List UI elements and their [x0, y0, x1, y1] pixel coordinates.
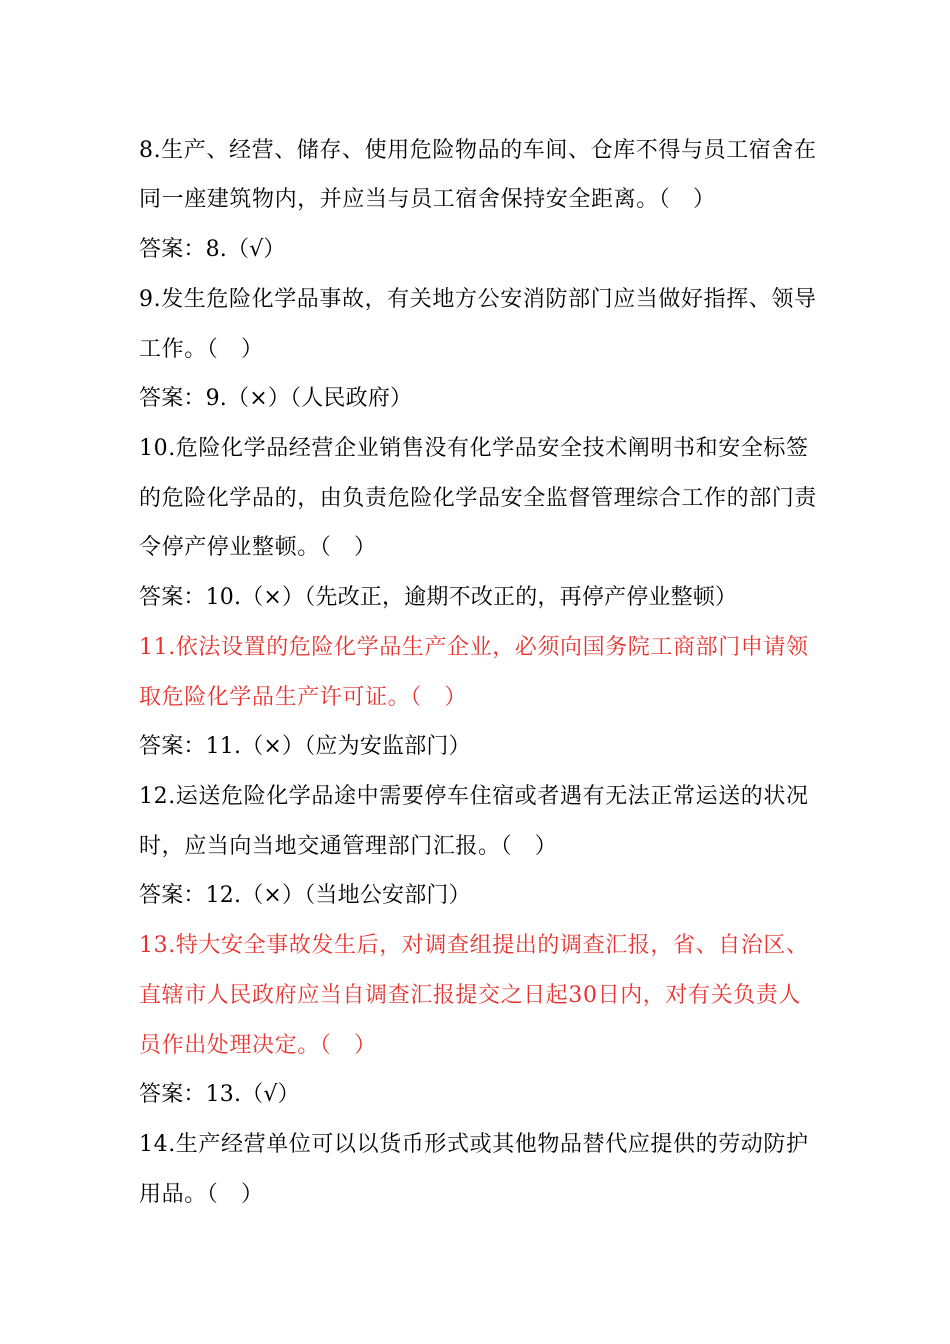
- question-13-line-3: 员作出处理决定。（ ）: [139, 1033, 377, 1058]
- question-8-line-2: 同一座建筑物内，并应当与员工宿舍保持安全距离。（ ）: [139, 187, 716, 212]
- answer-12: 答案：12.（×）（当地公安部门）: [139, 883, 471, 908]
- question-10-line-2: 的危险化学品的，由负责危险化学品安全监督管理综合工作的部门责: [139, 486, 818, 511]
- question-13-line-2: 直辖市人民政府应当自调查汇报提交之日起30日内，对有关负责人: [139, 983, 801, 1008]
- question-12-line-2: 时，应当向当地交通管理部门汇报。（ ）: [139, 834, 558, 859]
- question-9-line-2: 工作。（ ）: [139, 337, 264, 362]
- question-8-line-1: 8.生产、经营、储存、使用危险物品的车间、仓库不得与员工宿舍在: [139, 138, 817, 163]
- question-13-line-1: 13.特大安全事故发生后，对调查组提出的调查汇报，省、自治区、: [139, 933, 809, 958]
- answer-8: 答案：8.（√）: [139, 237, 286, 262]
- question-9-line-1: 9.发生危险化学品事故，有关地方公安消防部门应当做好指挥、领导: [139, 287, 817, 312]
- answer-13: 答案：13.（√）: [139, 1082, 300, 1107]
- question-11-line-2: 取危险化学品生产许可证。（ ）: [139, 685, 468, 710]
- question-10-line-3: 令停产停业整顿。（ ）: [139, 535, 377, 560]
- question-11-line-1: 11.依法设置的危险化学品生产企业，必须向国务院工商部门申请领: [139, 635, 809, 660]
- answer-9: 答案：9.（×）（人民政府）: [139, 386, 413, 411]
- answer-11: 答案：11.（×）（应为安监部门）: [139, 734, 471, 759]
- answer-10: 答案：10.（×）（先改正，逾期不改正的，再停产停业整顿）: [139, 585, 738, 610]
- question-14-line-1: 14.生产经营单位可以以货币形式或其他物品替代应提供的劳动防护: [139, 1132, 809, 1157]
- question-12-line-1: 12.运送危险化学品途中需要停车住宿或者遇有无法正常运送的状况: [139, 784, 809, 809]
- question-14-line-2: 用品。（ ）: [139, 1182, 264, 1207]
- question-10-line-1: 10.危险化学品经营企业销售没有化学品安全技术阐明书和安全标签: [139, 436, 809, 461]
